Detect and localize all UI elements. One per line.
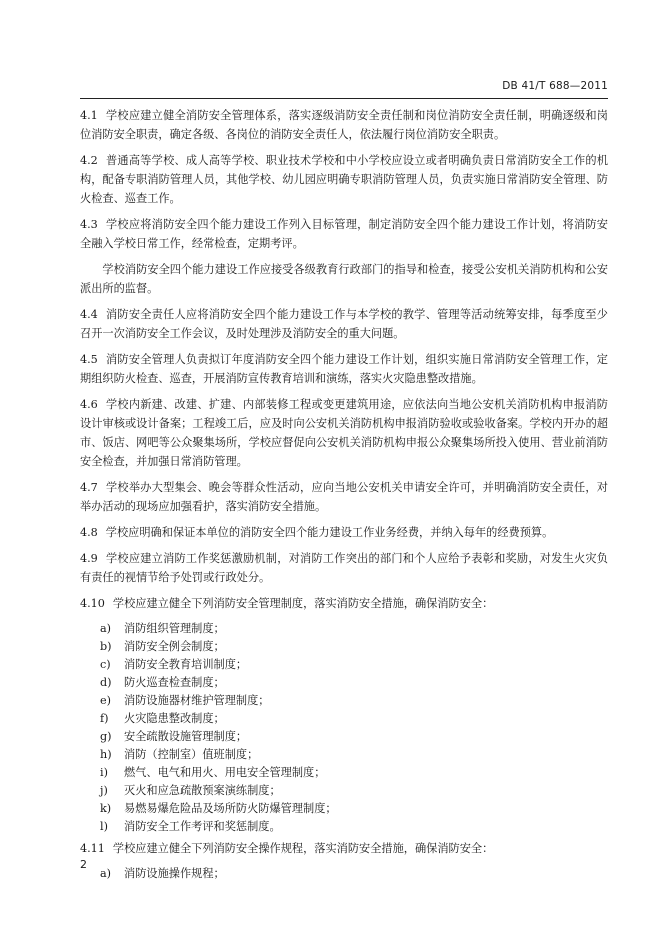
clause-text: 普通高等学校、成人高等学校、职业技术学校和中小学校应设立或者明确负责日常消防安全工作的机构，配备专职消防管理人员，其他学校、幼儿园应明确专职消防管理人员，负责实施日常消防安全管理、防火检查、巡查工作。 (80, 154, 608, 205)
list-marker: a) (100, 622, 112, 635)
list-item-text: 消防安全工作考评和奖惩制度。 (124, 820, 281, 833)
list-item-text: 消防安全教育培训制度； (124, 658, 248, 671)
list-item-text: 易燃易爆危险品及场所防火防爆管理制度； (124, 802, 337, 815)
list-item (100, 818, 608, 836)
list-marker: d) (100, 676, 112, 689)
clause-4-1 (80, 106, 608, 144)
list-item (100, 865, 608, 883)
clause-text: 学校应明确和保证本单位的消防安全四个能力建设工作业务经费，并纳入每年的经费预算。 (105, 526, 554, 539)
clause-number: 4.9 (80, 552, 98, 565)
list-item (100, 638, 608, 656)
list-item (100, 692, 608, 710)
clause-4-6 (80, 395, 608, 471)
list-item-text: 安全疏散设施管理制度； (124, 730, 248, 743)
clause-number: 4.6 (80, 398, 98, 411)
clause-4-7 (80, 478, 608, 516)
list-item-text: 消防安全例会制度； (124, 640, 225, 653)
list-marker: g) (100, 730, 112, 743)
list-marker: h) (100, 748, 112, 761)
clause-4-3-paragraph (80, 260, 608, 298)
list-item (100, 764, 608, 782)
clause-number: 4.5 (80, 353, 98, 366)
clause-text: 学校内新建、改建、扩建、内部装修工程或变更建筑用途，应依法向当地公安机关消防机构申报消防设计审核或设计备案；工程竣工后，应及时向公安机关消防机构申报消防验收或验收备案。学校内开办的超市、饭店、网吧等公众聚集场所，学校应督促向公安机关消防机构申报公众聚集场所投入使用、营业前消防安全检查，并加强日常消防管理。 (80, 398, 608, 468)
list-item-text: 火灾隐患整改制度； (124, 712, 225, 725)
clause-text: 学校消防安全四个能力建设工作应接受各级教育行政部门的指导和检查，接受公安机关消防机构和公安派出所的监督。 (80, 263, 608, 295)
clause-text: 学校应建立健全下列消防安全操作规程，落实消防安全措施，确保消防安全： (112, 842, 494, 855)
clause-text: 学校应建立消防工作奖惩激励机制，对消防工作突出的部门和个人应给予表彰和奖励，对发生火灾负有责任的视情节给予处罚或行政处分。 (80, 552, 608, 584)
list-item (100, 674, 608, 692)
list-marker: a) (100, 867, 112, 880)
clause-number: 4.11 (80, 842, 105, 855)
list-item (100, 746, 608, 764)
operating-procedure-list (80, 865, 608, 883)
list-marker: j) (100, 784, 108, 797)
clause-text: 学校举办大型集会、晚会等群众性活动，应向当地公安机关申请安全许可，并明确消防安全责任，对举办活动的现场应加强看护，落实消防安全措施。 (80, 481, 608, 513)
clause-text: 消防安全责任人应将消防安全四个能力建设工作与本学校的教学、管理等活动统筹安排，每季度至少召开一次消防安全工作会议，及时处理涉及消防安全的重大问题。 (80, 308, 608, 340)
clause-number: 4.3 (80, 218, 98, 231)
list-item (100, 782, 608, 800)
list-marker: c) (100, 658, 111, 671)
clause-4-3 (80, 215, 608, 253)
list-item-text: 消防组织管理制度； (124, 622, 225, 635)
list-item (100, 620, 608, 638)
clause-4-4 (80, 305, 608, 343)
page-number: 2 (80, 858, 87, 871)
clause-number: 4.1 (80, 109, 98, 122)
clause-text: 学校应建立健全消防安全管理体系，落实逐级消防安全责任制和岗位消防安全责任制，明确逐级和岗位消防安全职责，确定各级、各岗位的消防安全责任人，依法履行岗位消防安全职责。 (80, 109, 608, 141)
list-marker: l) (100, 820, 108, 833)
list-item (100, 728, 608, 746)
list-item-text: 灭火和应急疏散预案演练制度； (124, 784, 281, 797)
list-marker: b) (100, 640, 112, 653)
clause-number: 4.7 (80, 481, 98, 494)
clause-4-5 (80, 350, 608, 388)
clause-number: 4.2 (80, 154, 98, 167)
list-marker: e) (100, 694, 111, 707)
list-item-text: 防火巡查检查制度； (124, 676, 225, 689)
list-item-text: 消防（控制室）值班制度； (124, 748, 259, 761)
list-item-text: 消防设施器材维护管理制度； (124, 694, 270, 707)
management-system-list (80, 620, 608, 836)
clause-4-2 (80, 151, 608, 208)
list-item (100, 800, 608, 818)
list-marker: i) (100, 766, 108, 779)
list-item (100, 710, 608, 728)
clause-number: 4.4 (80, 308, 98, 321)
list-marker: f) (100, 712, 109, 725)
clause-text: 学校应建立健全下列消防安全管理制度，落实消防安全措施，确保消防安全： (112, 597, 494, 610)
clause-number: 4.8 (80, 526, 98, 539)
list-item-text: 消防设施操作规程； (124, 867, 225, 880)
list-item (100, 656, 608, 674)
list-marker: k) (100, 802, 112, 815)
clause-text: 消防安全管理人负责拟订年度消防安全四个能力建设工作计划，组织实施日常消防安全管理工作，定期组织防火检查、巡查，开展消防宣传教育培训和演练，落实火灾隐患整改措施。 (80, 353, 608, 385)
header-rule (80, 98, 608, 99)
document-body (80, 106, 608, 886)
clause-4-11 (80, 839, 608, 858)
clause-4-8 (80, 523, 608, 542)
document-code: DB 41/T 688—2011 (502, 80, 608, 92)
clause-4-10 (80, 594, 608, 613)
clause-text: 学校应将消防安全四个能力建设工作列入目标管理，制定消防安全四个能力建设工作计划，将消防安全融入学校日常工作，经常检查，定期考评。 (80, 218, 608, 250)
clause-number: 4.10 (80, 597, 105, 610)
clause-4-9 (80, 549, 608, 587)
list-item-text: 燃气、电气和用火、用电安全管理制度； (124, 766, 326, 779)
